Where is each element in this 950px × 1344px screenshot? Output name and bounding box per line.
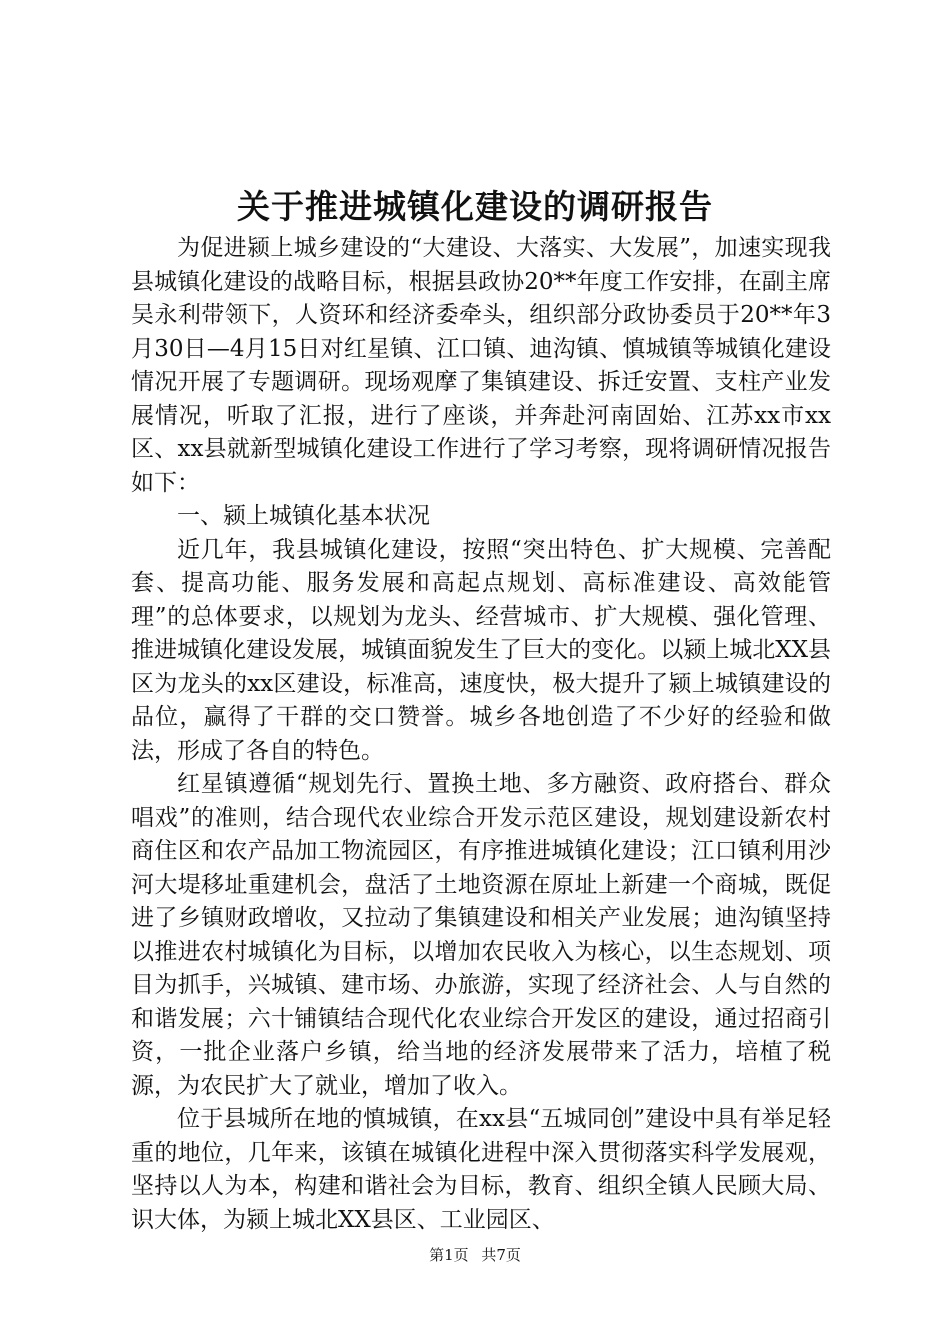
paragraph-intro: 为促进颍上城乡建设的“大建设、大落实、大发展”，加速实现我县城镇化建设的战略目标，根据县政协20**年度工作安排，在副主席吴永利带领下，人资环和经济委牵头，组织部分政协委员于20**年3月30日—4月15日对红星镇、江口镇、迪沟镇、慎城镇等城镇化建设情况开展了专题调研。现场观摩了集镇建设、拆迁安置、支柱产业发展情况，听取了汇报，进行了座谈，并奔赴河南固始、江苏xx市xx区、xx县就新型城镇化建设工作进行了学习考察，现将调研情况报告如下：: [131, 235, 831, 496]
paragraph-shencheng: 位于县城所在地的慎城镇，在xx县“五城同创”建设中具有举足轻重的地位，几年来，该镇在城镇化进程中深入贯彻落实科学发展观，坚持以人为本，构建和谐社会为目标，教育、组织全镇人民顾大局、识大体，为颍上城北XX县区、工业园区、: [131, 1106, 831, 1233]
page-total: 共7页: [481, 1246, 521, 1264]
document-title: 关于推进城镇化建设的调研报告: [237, 187, 713, 226]
document-body: [131, 232, 831, 1237]
page-number: 第1页: [429, 1246, 469, 1264]
paragraph-overview: 近几年，我县城镇化建设，按照“突出特色、扩大规模、完善配套、提高功能、服务发展和高起点规划、高标准建设、高效能管理”的总体要求，以规划为龙头、经营城市、扩大规模、强化管理、推进城镇化建设发展，城镇面貌发生了巨大的变化。以颍上城北XX县区为龙头的xx区建设，标准高，速度快，极大提升了颍上城镇建设的品位，赢得了干群的交口赞誉。城乡各地创造了不少好的经验和做法，形成了各自的特色。: [131, 536, 831, 764]
page-footer: [0, 1245, 950, 1265]
paragraph-towns: 红星镇遵循“规划先行、置换土地、多方融资、政府搭台、群众唱戏”的准则，结合现代农业综合开发示范区建设，规划建设新农村商住区和农产品加工物流园区，有序推进城镇化建设；江口镇利用沙河大堤移址重建机会，盘活了土地资源在原址上新建一个商城，既促进了乡镇财政增收，又拉动了集镇建设和相关产业发展；迪沟镇坚持以推进农村城镇化为目标，以增加农民收入为核心，以生态规划、项目为抓手，兴城镇、建市场、办旅游，实现了经济社会、人与自然的和谐发展；六十铺镇结合现代化农业综合开发区的建设，通过招商引资，一批企业落户乡镇，给当地的经济发展带来了活力，培植了税源，为农民扩大了就业，增加了收入。: [131, 771, 831, 1099]
section-heading-1: 一、颍上城镇化基本状况: [177, 503, 430, 529]
